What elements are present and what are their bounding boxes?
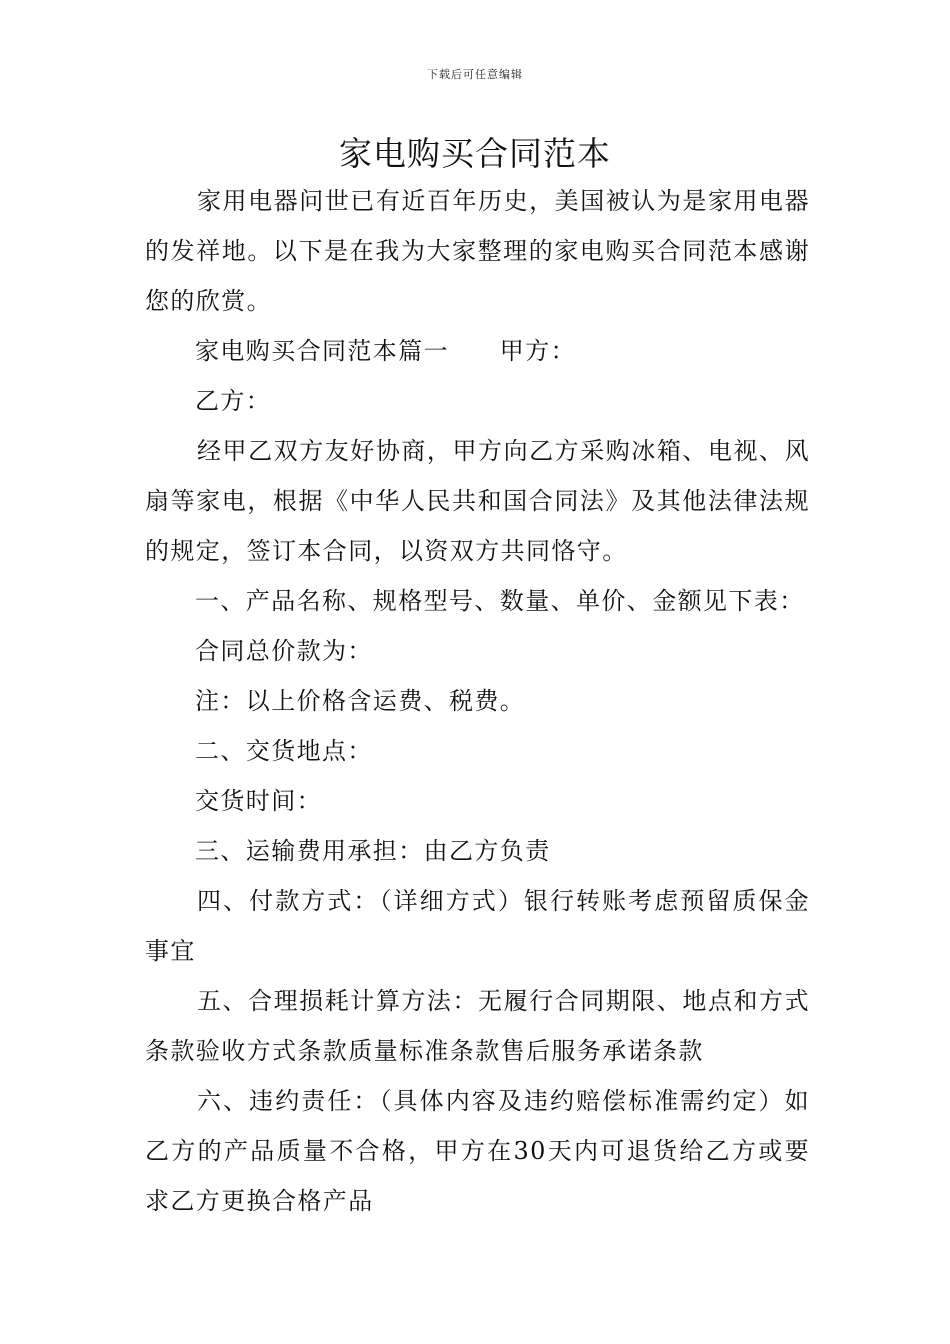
- section-heading-party-a: 家电购买合同范本篇一 甲方：: [195, 337, 576, 365]
- clause-5-loss: 五、合理损耗计算方法：无履行合同期限、地点和方式条款验收方式条款质量标准条款售后服务承诺条款: [145, 987, 810, 1065]
- clause-3-transport: 三、运输费用承担：由乙方负责: [195, 837, 551, 865]
- price-note-line: 注：以上价格含运费、税费。: [195, 687, 526, 715]
- total-price-line: 合同总价款为：: [195, 637, 373, 665]
- clause-1-products: 一、产品名称、规格型号、数量、单价、金额见下表：: [195, 587, 805, 615]
- clause-6-liability: 六、违约责任：（具体内容及违约赔偿标准需约定）如乙方的产品质量不合格，甲方在30天内可退货给乙方或要求乙方更换合格产品: [145, 1087, 810, 1215]
- header-note: 下载后可任意编辑: [427, 68, 523, 81]
- clause-2-delivery-place: 二、交货地点：: [195, 737, 373, 765]
- intro-paragraph: 家用电器问世已有近百年历史，美国被认为是家用电器的发祥地。以下是在我为大家整理的家电购买合同范本感谢您的欣赏。: [145, 187, 810, 315]
- party-b-line: 乙方：: [195, 387, 272, 415]
- clause-4-payment: 四、付款方式：（详细方式）银行转账考虑预留质保金事宜: [145, 887, 810, 965]
- document-body: [145, 176, 810, 1226]
- agreement-paragraph: 经甲乙双方友好协商，甲方向乙方采购冰箱、电视、风扇等家电，根据《中华人民共和国合同法》及其他法律法规的规定，签订本合同，以资双方共同恪守。: [145, 437, 810, 565]
- delivery-time-line: 交货时间：: [195, 787, 322, 815]
- document-title: 家电购买合同范本: [339, 134, 611, 173]
